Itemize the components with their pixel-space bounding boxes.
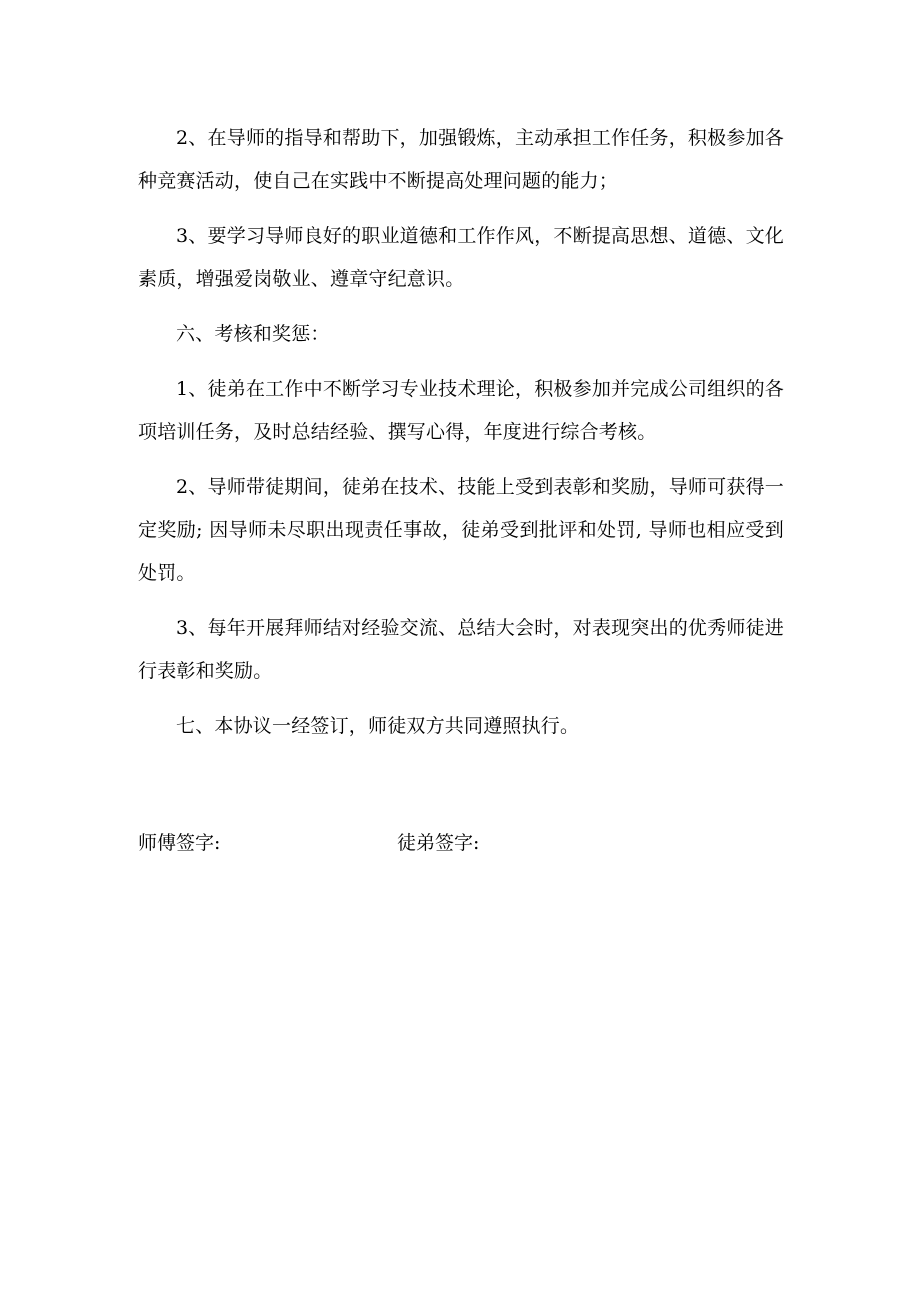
master-signature-label: 师傅签字: (138, 832, 221, 854)
section-heading-execution: 七、本协议一经签订，师徒双方共同遵照执行。 (176, 715, 580, 737)
section-heading-assessment: 六、考核和奖惩： (176, 323, 330, 345)
paragraph-assessment-2: 2、导师带徒期间，徒弟在技术、技能上受到表彰和奖励，导师可获得一定奖励; 因导师未尽职出现责任事故，徒弟受到批评和处罚, 导师也相应受到处罚。 (138, 476, 784, 584)
paragraph-assessment-1: 1、徒弟在工作中不断学习专业技术理论，积极参加并完成公司组织的各项培训任务，及时总结经验、撰写心得，年度进行综合考核。 (138, 378, 784, 443)
signature-block (138, 823, 784, 863)
paragraph-duty-2: 2、在导师的指导和帮助下，加强锻炼，主动承担工作任务，积极参加各种竞赛活动，使自己在实践中不断提高处理问题的能力； (138, 127, 784, 192)
apprentice-signature-label: 徒弟签字: (397, 832, 480, 854)
paragraph-duty-3: 3、要学习导师良好的职业道德和工作作风，不断提高思想、道德、文化素质，增强爱岗敬业、遵章守纪意识。 (138, 225, 784, 290)
paragraph-assessment-3: 3、每年开展拜师结对经验交流、总结大会时，对表现突出的优秀师徒进行表彰和奖励。 (138, 617, 784, 682)
document-body (138, 117, 784, 760)
